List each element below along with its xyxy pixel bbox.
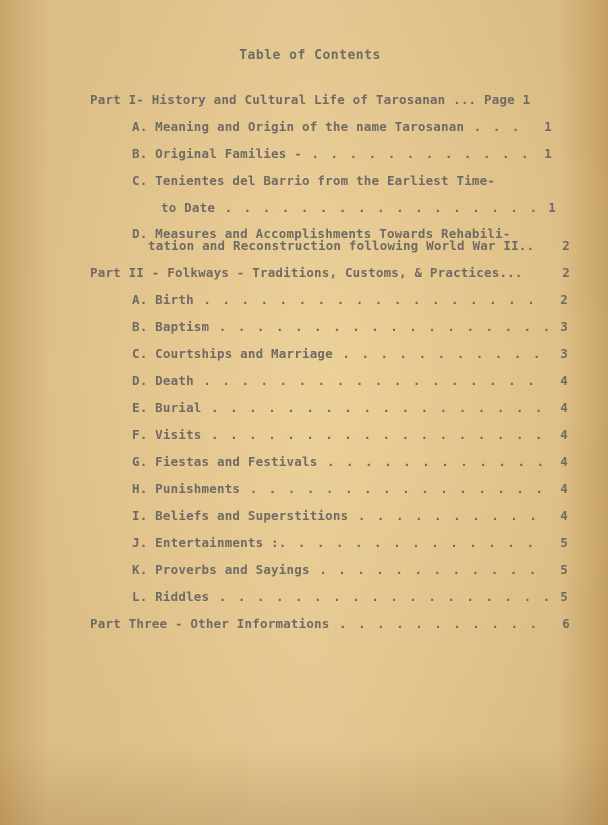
bleed-through-text (90, 22, 97, 35)
toc-entry-label: I. Beliefs and Superstitions (132, 508, 349, 523)
toc-entry (132, 535, 568, 550)
toc-part-1 (90, 92, 530, 107)
toc-leader-dots: . . . . . . . . . . (348, 508, 539, 523)
toc-leader-dots: . . . . . . . . . . . (329, 616, 540, 631)
toc-entry (132, 562, 568, 577)
toc-entry-label: E. Burial (132, 400, 202, 415)
toc-entry (132, 589, 568, 604)
toc-page-number: 4 (560, 454, 568, 469)
toc-leader-dots: . . . . . . . . . . . . (317, 454, 547, 469)
toc-entry (132, 454, 568, 469)
toc-entry (132, 508, 568, 523)
toc-entry-label: B. Original Families - (132, 146, 302, 161)
toc-leader-dots: . (526, 238, 535, 253)
toc-entry (132, 292, 568, 307)
toc-page-number: 5 (560, 589, 568, 604)
toc-entry-label: J. Entertainments : (132, 535, 279, 550)
toc-entry-label: to Date (161, 200, 216, 215)
toc-part-3-label: Part Three - Other Informations (90, 616, 330, 631)
toc-entry-label: H. Punishments (132, 481, 241, 496)
toc-leader-dots: . . . . . . . . . . . . . . (278, 535, 536, 550)
toc-page-number: 5 (560, 535, 568, 550)
toc-entry-line (132, 173, 495, 188)
toc-part-3 (90, 616, 570, 631)
toc-entry-label: A. Birth (132, 292, 194, 307)
toc-leader-dots: . . . (464, 119, 522, 134)
toc-page-number: 4 (560, 508, 568, 523)
toc-entry-label: D. Death (132, 373, 194, 388)
toc-page-number: 2 (562, 238, 570, 253)
toc-entry (132, 481, 568, 496)
toc-part-2 (90, 265, 570, 280)
toc-leader-dots: . . . . . . . . . . . (332, 346, 543, 361)
toc-page-number: 6 (562, 616, 570, 631)
toc-entry (132, 346, 568, 361)
toc-entry-label: C. Tenientes del Barrio from the Earliest Time- (132, 173, 496, 188)
toc-entry-label: C. Courtships and Marriage (132, 346, 333, 361)
toc-page-number: 4 (560, 481, 568, 496)
page-title: Table of Contents (239, 48, 381, 63)
toc-entry (132, 427, 568, 442)
toc-entry (132, 319, 568, 334)
toc-page-number: 4 (560, 373, 568, 388)
toc-page-number: 1 (544, 146, 552, 161)
toc-page-number: 4 (560, 400, 568, 415)
toc-page-number: 2 (560, 292, 568, 307)
toc-entry-label: K. Proverbs and Sayings (132, 562, 310, 577)
toc-entry (132, 146, 552, 161)
toc-part-1-label: Part I- History and Cultural Life of Tarosanan ... Page 1 (90, 92, 531, 107)
toc-entry (132, 400, 568, 415)
toc-leader-dots: . . . . . . . . . . . . (309, 562, 539, 577)
toc-entry (148, 238, 570, 253)
toc-entry-label: G. Fiestas and Festivals (132, 454, 318, 469)
toc-leader-dots: . . . . . . . . . . . . . . . . . . (193, 373, 537, 388)
toc-leader-dots: . . . . . . . . . . . . . . . . . . (201, 400, 545, 415)
toc-leader-dots: . . . . . . . . . . . . . . . . . . (193, 292, 537, 307)
toc-page-number: 1 (548, 200, 556, 215)
toc-entry-label: D. Measures and Accomplishments Towards Rehabili- (132, 226, 511, 241)
toc-page-number: 4 (560, 427, 568, 442)
toc-page-number: 3 (560, 319, 568, 334)
toc-part-2-label: Part II - Folkways - Traditions, Customs, & Practices... (90, 265, 523, 280)
toc-entry-label: L. Riddles (132, 589, 210, 604)
toc-entry-label: F. Visits (132, 427, 202, 442)
toc-leader-dots: . . . . . . . . . . . . (301, 146, 531, 161)
toc-leader-dots: . . . . . . . . . . . . . . . . . (215, 200, 539, 215)
toc-entry-label: tation and Reconstruction following World War II. (148, 238, 527, 253)
toc-leader-dots: . . . . . . . . . . . . . . . . . . (209, 319, 553, 334)
toc-page-number: 3 (560, 346, 568, 361)
toc-entry-label: B. Baptism (132, 319, 210, 334)
toc-leader-dots: . . . . . . . . . . . . . . . . . . (201, 427, 545, 442)
toc-leader-dots: . . . . . . . . . . . . . . . . (240, 481, 545, 496)
toc-page-number: 5 (560, 562, 568, 577)
toc-entry (161, 200, 556, 215)
toc-page-number: 1 (544, 119, 552, 134)
toc-entry (132, 373, 568, 388)
toc-entry (132, 119, 552, 134)
toc-entry-label: A. Meaning and Origin of the name Tarosanan (132, 119, 465, 134)
toc-page-number: 2 (562, 265, 570, 280)
toc-leader-dots: . . . . . . . . . . . . . . . . . . (209, 589, 553, 604)
